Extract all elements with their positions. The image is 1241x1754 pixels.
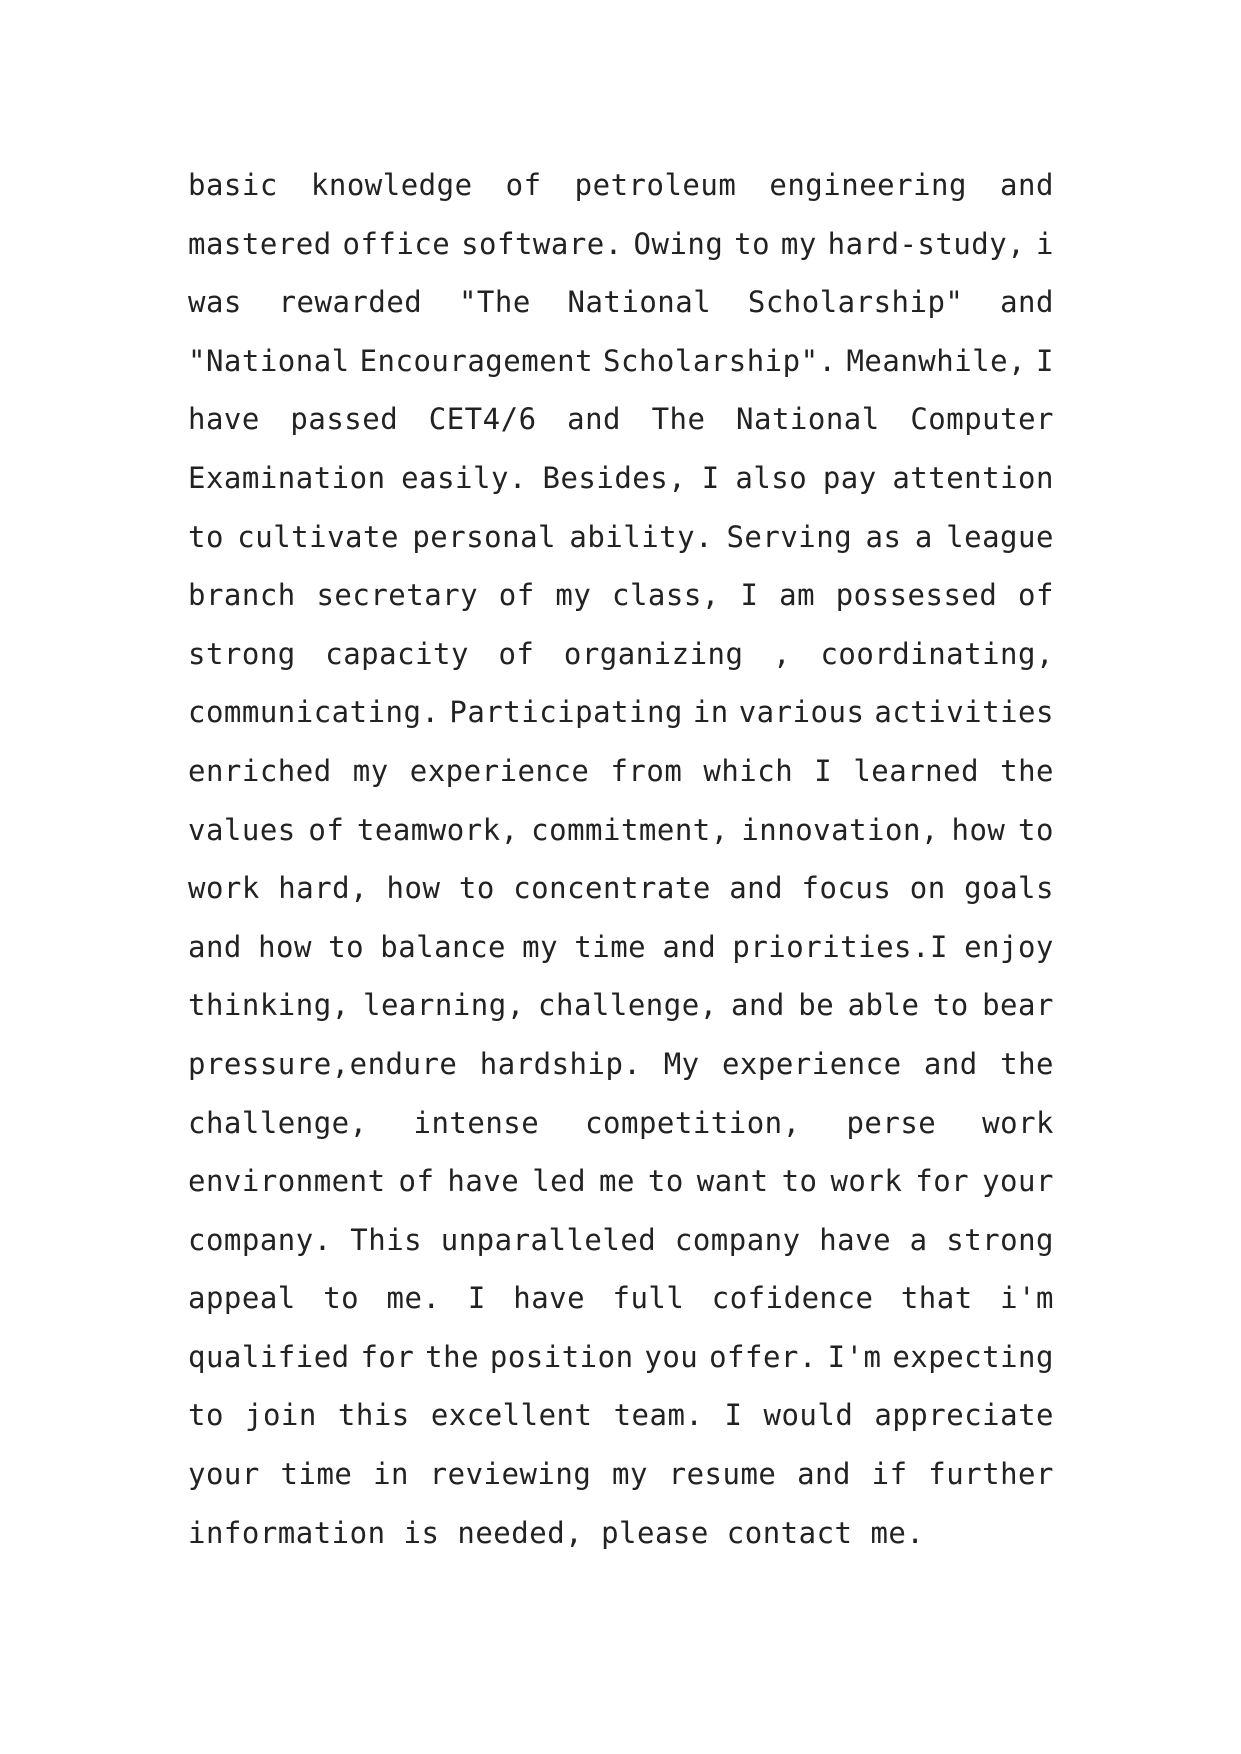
text-line: branch secretary of my class, I am possessed of [188, 578, 1054, 613]
text-line: to cultivate personal ability. Serving as a league [188, 519, 1054, 554]
text-line: have passed CET4/6 and The National Computer [188, 402, 1054, 437]
text-line: information is needed, please contact me. [188, 1515, 925, 1550]
text-line: Examination easily. Besides, I also pay attention [188, 460, 1054, 495]
text-line: "National Encouragement Scholarship". Meanwhile, I [188, 343, 1054, 378]
text-line: values of teamwork, commitment, innovation, how to [188, 812, 1054, 847]
text-line: enriched my experience from which I learned the [188, 753, 1054, 788]
text-line: thinking, learning, challenge, and be able to bear [188, 988, 1054, 1023]
text-line: your time in reviewing my resume and if further [188, 1457, 1054, 1492]
body-paragraph [188, 163, 1054, 1569]
text-line: strong capacity of organizing , coordinating, [188, 636, 1054, 671]
text-line: mastered office software. Owing to my hard-study, i [188, 226, 1054, 261]
text-line: qualified for the position you offer. I'm expecting [188, 1339, 1054, 1374]
text-line: was rewarded "The National Scholarship" and [188, 285, 1054, 320]
text-line: challenge, intense competition, perse work [188, 1105, 1054, 1140]
text-line: basic knowledge of petroleum engineering and [188, 168, 1054, 202]
text-line: environment of have led me to want to work for your [188, 1164, 1054, 1199]
text-line: and how to balance my time and priorities.I enjoy [188, 929, 1054, 964]
text-line: company. This unparalleled company have a strong [188, 1222, 1054, 1257]
text-line: pressure,endure hardship. My experience and the [188, 1046, 1054, 1081]
text-line: appeal to me. I have full cofidence that i'm [188, 1281, 1054, 1316]
text-line: work hard, how to concentrate and focus on goals [188, 871, 1054, 906]
text-line: to join this excellent team. I would appreciate [188, 1398, 1054, 1433]
text-line: communicating. Participating in various activities [188, 695, 1054, 730]
